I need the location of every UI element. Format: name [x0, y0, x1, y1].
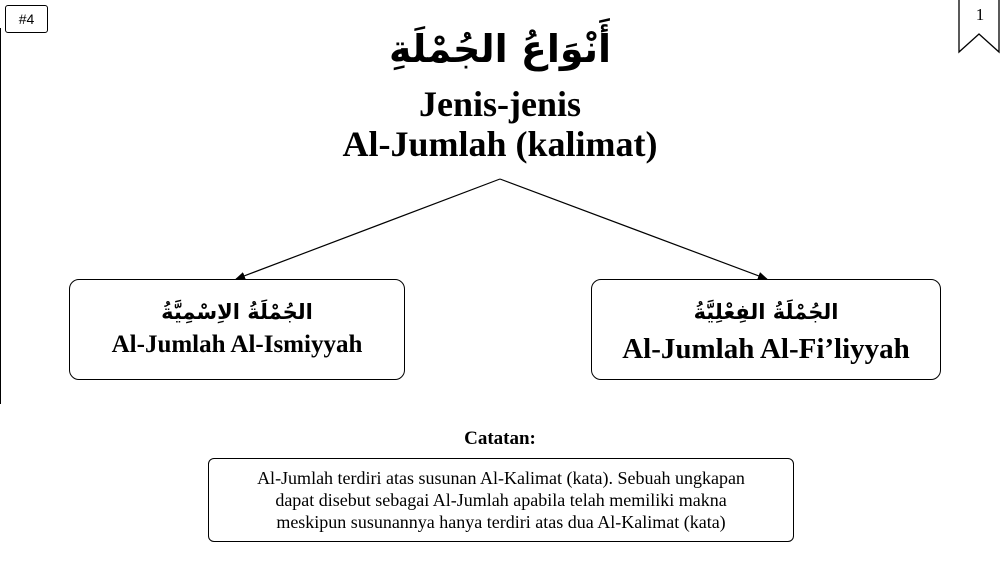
node-filiyyah-label: Al-Jumlah Al-Fi’liyyah	[622, 333, 910, 365]
title-line-2: Al-Jumlah (kalimat)	[342, 124, 658, 164]
node-jumlah-ismiyyah	[69, 279, 405, 380]
note-line: dapat disebut sebagai Al-Jumlah apabila telah memiliki makna	[275, 490, 727, 510]
node-filiyyah-arabic: الجُمْلَةُ الفِعْلِيَّةُ	[693, 300, 839, 324]
node-ismiyyah-arabic: الجُمْلَةُ الاِسْمِيَّةُ	[161, 300, 313, 324]
note-line: meskipun susunannya hanya terdiri atas dua Al-Kalimat (kata)	[276, 512, 726, 532]
title-line-1: Jenis-jenis	[419, 84, 581, 124]
title-arabic: أَنْوَاعُ الجُمْلَةِ	[388, 27, 612, 71]
note-line: Al-Jumlah terdiri atas susunan Al-Kalimat (kata). Sebuah ungkapan	[257, 468, 745, 488]
note-heading: Catatan:	[464, 428, 536, 449]
node-ismiyyah-label: Al-Jumlah Al-Ismiyyah	[111, 331, 363, 358]
page-number: 1	[975, 5, 985, 24]
connector-to-filiyyah	[500, 179, 767, 279]
connector-to-ismiyyah	[236, 179, 500, 279]
slide-number-tag: #4	[5, 5, 48, 33]
note-box	[208, 458, 794, 542]
node-jumlah-filiyyah	[591, 279, 941, 380]
